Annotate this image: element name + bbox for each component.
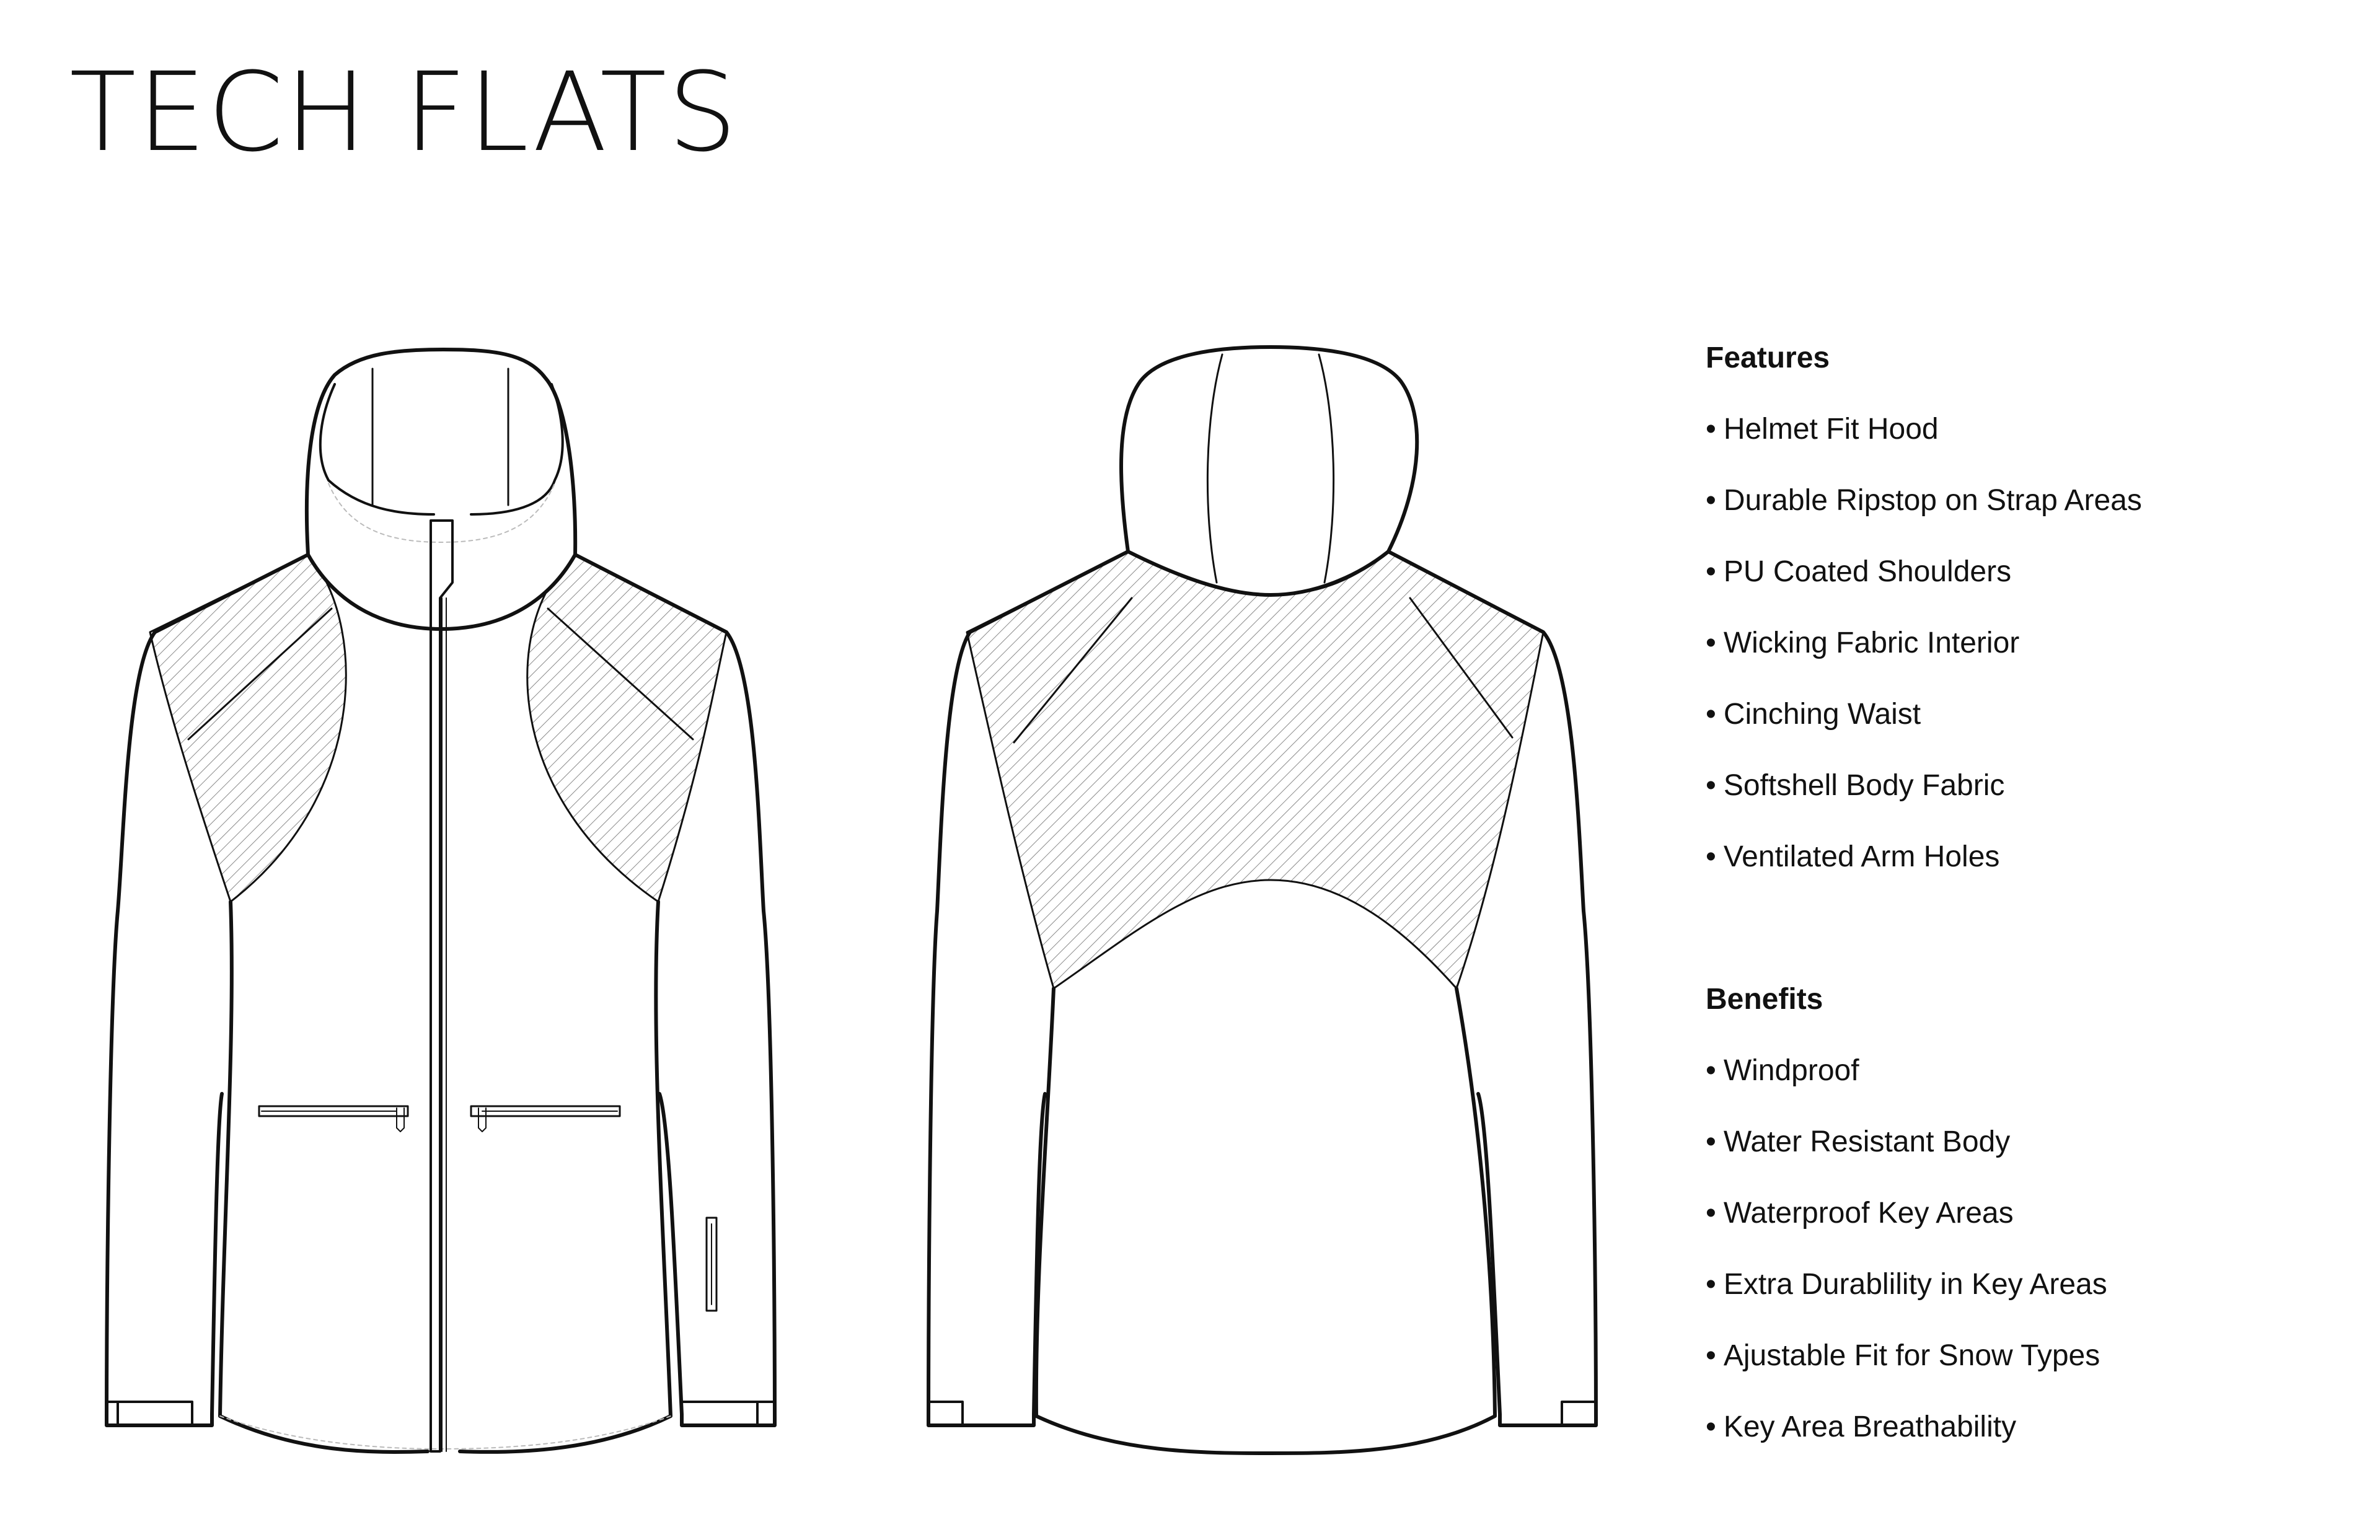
benefit-item	[1706, 1391, 2263, 1463]
benefit-item	[1706, 1106, 2263, 1177]
hem-line	[220, 1416, 671, 1449]
jacket-front-flat	[37, 322, 843, 1475]
right-cuff	[682, 1402, 775, 1425]
right-shoulder-yoke	[527, 555, 726, 902]
hood-outline	[307, 350, 575, 629]
benefit-text: Extra Durablility in Key Areas	[1723, 1268, 2107, 1301]
back-left-cuff	[928, 1402, 963, 1425]
bullet: •	[1706, 698, 1716, 731]
benefit-text: Waterproof Key Areas	[1723, 1197, 2014, 1230]
left-cuff	[107, 1402, 192, 1425]
benefit-text: Ajustable Fit for Snow Types	[1723, 1339, 2100, 1372]
left-chest-pocket	[259, 1106, 408, 1132]
bullet: •	[1706, 1197, 1716, 1230]
back-hood-outline	[1121, 347, 1417, 595]
feature-item	[1706, 536, 2263, 607]
bullet: •	[1706, 1125, 1716, 1158]
back-yoke	[967, 552, 1543, 988]
spec-panel	[1706, 322, 2263, 1463]
feature-text: Durable Ripstop on Strap Areas	[1723, 484, 2142, 517]
body-outline	[220, 902, 671, 1452]
benefit-text: Key Area Breathability	[1723, 1410, 2017, 1443]
feature-text: Cinching Waist	[1723, 698, 1921, 731]
feature-text: Helmet Fit Hood	[1723, 413, 1939, 446]
back-body-outline	[1036, 988, 1495, 1453]
bullet: •	[1706, 413, 1716, 446]
bullet: •	[1706, 1054, 1716, 1087]
benefit-item	[1706, 1249, 2263, 1320]
back-right-cuff	[1562, 1402, 1596, 1425]
feature-text: Wicking Fabric Interior	[1723, 627, 2020, 659]
benefits-heading: Benefits	[1706, 983, 1823, 1016]
benefit-item	[1706, 1035, 2263, 1106]
left-shoulder-yoke	[150, 555, 346, 902]
jacket-back-flat	[868, 322, 1673, 1475]
feature-item	[1706, 679, 2263, 750]
features-list	[1706, 394, 2263, 892]
bullet: •	[1706, 840, 1716, 873]
feature-item	[1706, 394, 2263, 465]
page-title: TECH FLATS	[69, 49, 739, 176]
benefit-item	[1706, 1320, 2263, 1391]
benefit-item	[1706, 1177, 2263, 1249]
bullet: •	[1706, 1339, 1716, 1372]
benefit-text: Windproof	[1723, 1054, 1859, 1087]
feature-item	[1706, 821, 2263, 892]
feature-item	[1706, 750, 2263, 821]
bullet: •	[1706, 555, 1716, 588]
bullet: •	[1706, 1268, 1716, 1301]
benefits-list	[1706, 1035, 2263, 1463]
features-heading: Features	[1706, 341, 1830, 374]
feature-item	[1706, 607, 2263, 679]
feature-text: Softshell Body Fabric	[1723, 769, 2005, 802]
feature-text: Ventilated Arm Holes	[1723, 840, 2000, 873]
bullet: •	[1706, 627, 1716, 659]
right-chest-pocket	[471, 1106, 620, 1132]
feature-item	[1706, 465, 2263, 536]
benefits-block	[1706, 964, 2263, 1463]
features-block	[1706, 322, 2263, 892]
bullet: •	[1706, 769, 1716, 802]
feature-text: PU Coated Shoulders	[1723, 555, 2012, 588]
bullet: •	[1706, 484, 1716, 517]
zipper-track	[442, 598, 446, 1451]
bullet: •	[1706, 1410, 1716, 1443]
benefit-text: Water Resistant Body	[1723, 1125, 2011, 1158]
sleeve-pocket	[707, 1218, 716, 1311]
